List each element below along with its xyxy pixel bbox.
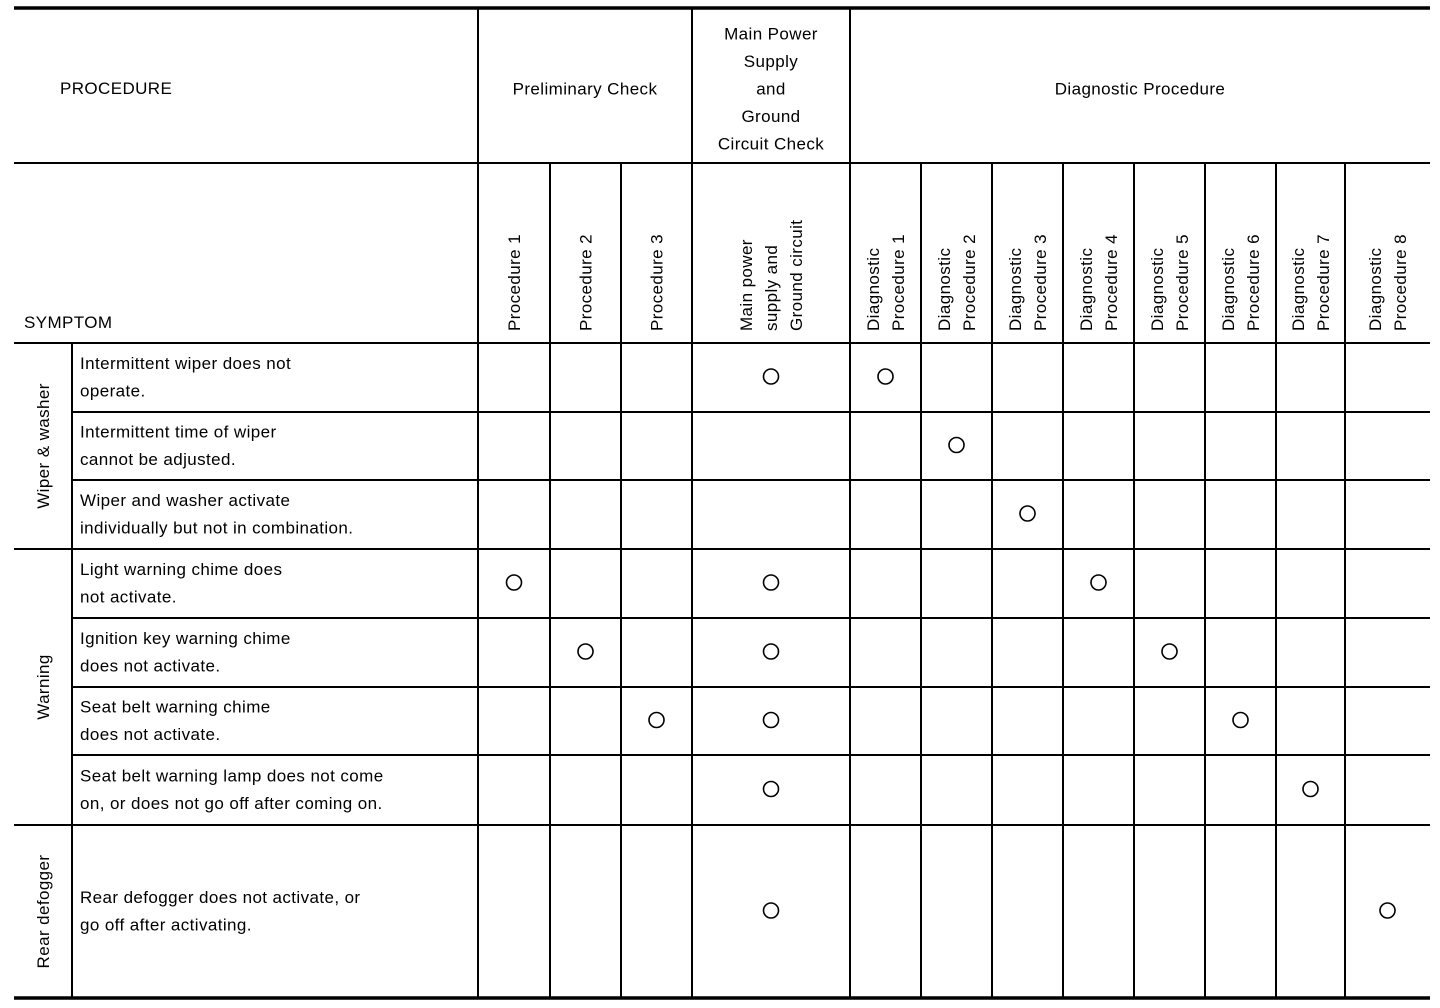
column-header-label: supply and: [762, 244, 781, 331]
column-header-label: Procedure 1: [505, 233, 524, 331]
symptom-text: Rear defogger does not activate, or: [80, 887, 361, 907]
category-label: Wiper & washer: [34, 383, 53, 509]
column-header-label: Ground circuit: [787, 219, 806, 331]
check-mark: [764, 713, 779, 728]
column-header-label: Procedure 7: [1314, 233, 1333, 331]
group-header-label: Supply: [743, 52, 799, 71]
column-header-label: Procedure 5: [1173, 233, 1192, 331]
column-header-label: Procedure 3: [1031, 233, 1050, 331]
column-header-label: Diagnostic: [1366, 247, 1385, 331]
symptom-text: go off after activating.: [80, 915, 252, 935]
column-header-label: Diagnostic: [864, 247, 883, 331]
check-mark: [764, 369, 779, 384]
check-mark: [764, 575, 779, 590]
check-mark: [764, 644, 779, 659]
symptom-text: Seat belt warning chime: [80, 697, 271, 717]
table-labels: [24, 25, 1410, 969]
column-header-label: Procedure 2: [576, 233, 596, 331]
group-header-label: and: [756, 79, 786, 99]
symptom-label: SYMPTOM: [24, 313, 113, 332]
check-mark: [578, 644, 593, 659]
category-label: Rear defogger: [34, 854, 53, 969]
symptom-text: individually but not in combination.: [80, 518, 354, 538]
check-mark: [507, 575, 522, 590]
column-header-label: Diagnostic: [1006, 247, 1025, 331]
symptom-text: not activate.: [80, 587, 177, 607]
column-header-label: Procedure 6: [1244, 233, 1263, 331]
column-header-label: Diagnostic: [1077, 247, 1096, 331]
column-header-label: Diagnostic: [1148, 247, 1167, 331]
check-mark: [1233, 713, 1248, 728]
check-mark: [949, 438, 964, 453]
symptom-text: on, or does not go off after coming on.: [80, 793, 383, 813]
symptom-text: Intermittent time of wiper: [80, 422, 277, 442]
check-mark: [1091, 575, 1106, 590]
column-header-label: Main power: [737, 239, 756, 331]
symptom-text: Light warning chime does: [80, 559, 283, 579]
symptom-text: operate.: [80, 381, 146, 401]
check-mark: [649, 713, 664, 728]
column-header-label: Diagnostic: [935, 247, 954, 331]
symptom-text: cannot be adjusted.: [80, 449, 236, 469]
group-header-label: Ground: [741, 107, 801, 126]
group-header-label: Preliminary Check: [512, 79, 658, 99]
check-mark: [764, 782, 779, 797]
column-header-label: Procedure 8: [1391, 233, 1410, 331]
check-mark: [764, 903, 779, 918]
group-header-label: Circuit Check: [717, 134, 825, 154]
check-mark: [1303, 782, 1318, 797]
symptom-text: does not activate.: [80, 656, 221, 676]
group-header-label: Main Power: [724, 24, 818, 44]
column-header-label: Procedure 2: [960, 233, 979, 331]
column-header-label: Procedure 1: [889, 233, 908, 331]
category-label: Warning: [34, 654, 53, 720]
symptom-text: Intermittent wiper does not: [80, 353, 292, 373]
check-mark: [1380, 903, 1395, 918]
check-mark: [1162, 644, 1177, 659]
table-marks: [507, 369, 1396, 918]
symptom-text: Ignition key warning chime: [80, 628, 291, 648]
column-header-label: Diagnostic: [1289, 247, 1308, 331]
column-header-label: Procedure 4: [1102, 233, 1121, 331]
symptom-text: Seat belt warning lamp does not come: [80, 766, 384, 786]
column-header-label: Procedure 3: [647, 233, 667, 331]
group-header-label: Diagnostic Procedure: [1054, 79, 1226, 99]
symptom-text: does not activate.: [80, 724, 221, 744]
check-mark: [878, 369, 893, 384]
procedure-label: PROCEDURE: [60, 79, 173, 98]
check-mark: [1020, 506, 1035, 521]
symptom-text: Wiper and washer activate: [80, 490, 291, 510]
column-header-label: Diagnostic: [1219, 247, 1238, 331]
